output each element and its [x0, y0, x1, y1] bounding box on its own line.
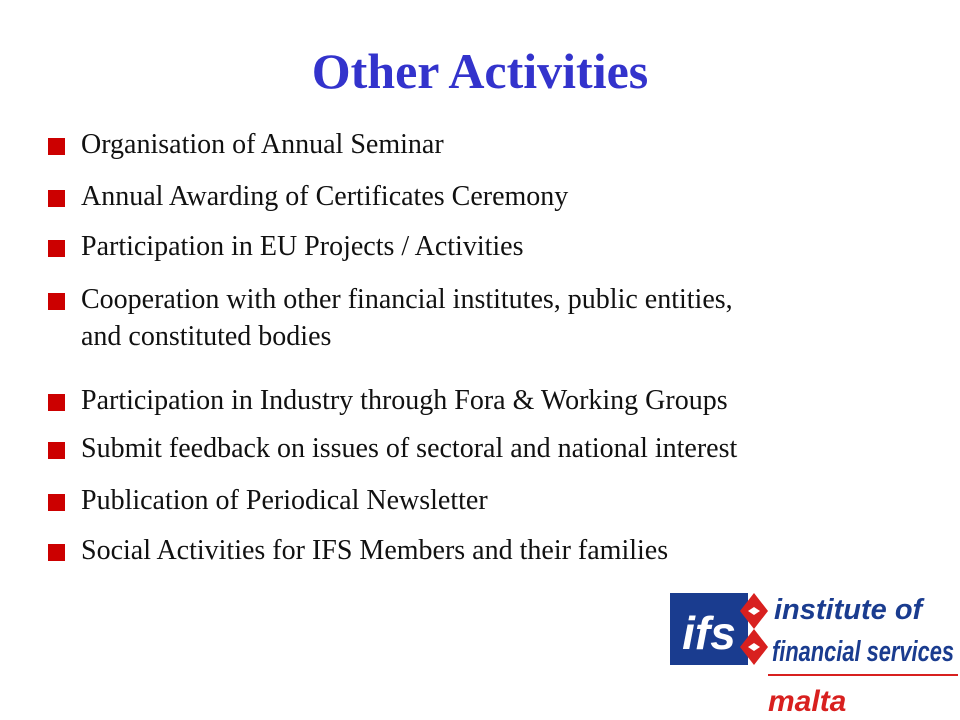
bullet-item: [48, 430, 948, 467]
bullet-item: [48, 382, 948, 419]
bullet-item: [48, 228, 948, 265]
bullet-text: Cooperation with other financial institutes, public entities,: [81, 284, 733, 315]
square-bullet-icon: [48, 190, 65, 207]
slide-title: Other Activities: [311, 43, 649, 99]
bullet-text: Social Activities for IFS Members and their families: [81, 535, 669, 566]
square-bullet-icon: [48, 394, 65, 411]
ifs-logo-line2: financial services: [772, 636, 954, 668]
square-bullet-icon: [48, 293, 65, 310]
bullet-item: [48, 482, 948, 519]
bullet-text: Submit feedback on issues of sectoral and national interest: [81, 433, 738, 464]
bullet-text-continuation: and constituted bodies: [81, 321, 332, 352]
square-bullet-icon: [48, 240, 65, 257]
ifs-logo: [668, 583, 960, 720]
ifs-logo-mark: ifs: [682, 607, 736, 659]
square-bullet-icon: [48, 544, 65, 561]
square-bullet-icon: [48, 442, 65, 459]
ifs-logo-line3: malta: [768, 685, 847, 718]
square-bullet-icon: [48, 138, 65, 155]
bullet-text: Participation in Industry through Fora & Working Groups: [81, 385, 728, 416]
ifs-logo-line1: institute of: [774, 594, 923, 626]
ifs-logo-divider: [768, 674, 958, 676]
bullet-text: Annual Awarding of Certificates Ceremony: [81, 181, 569, 212]
square-bullet-icon: [48, 494, 65, 511]
bullet-item: [48, 281, 948, 355]
bullet-item: [48, 178, 948, 215]
bullet-text: Organisation of Annual Seminar: [81, 129, 444, 160]
bullet-item: [48, 532, 948, 569]
bullet-text: Publication of Periodical Newsletter: [81, 485, 488, 516]
bullet-item: [48, 126, 948, 163]
bullet-text: Participation in EU Projects / Activities: [81, 231, 524, 262]
